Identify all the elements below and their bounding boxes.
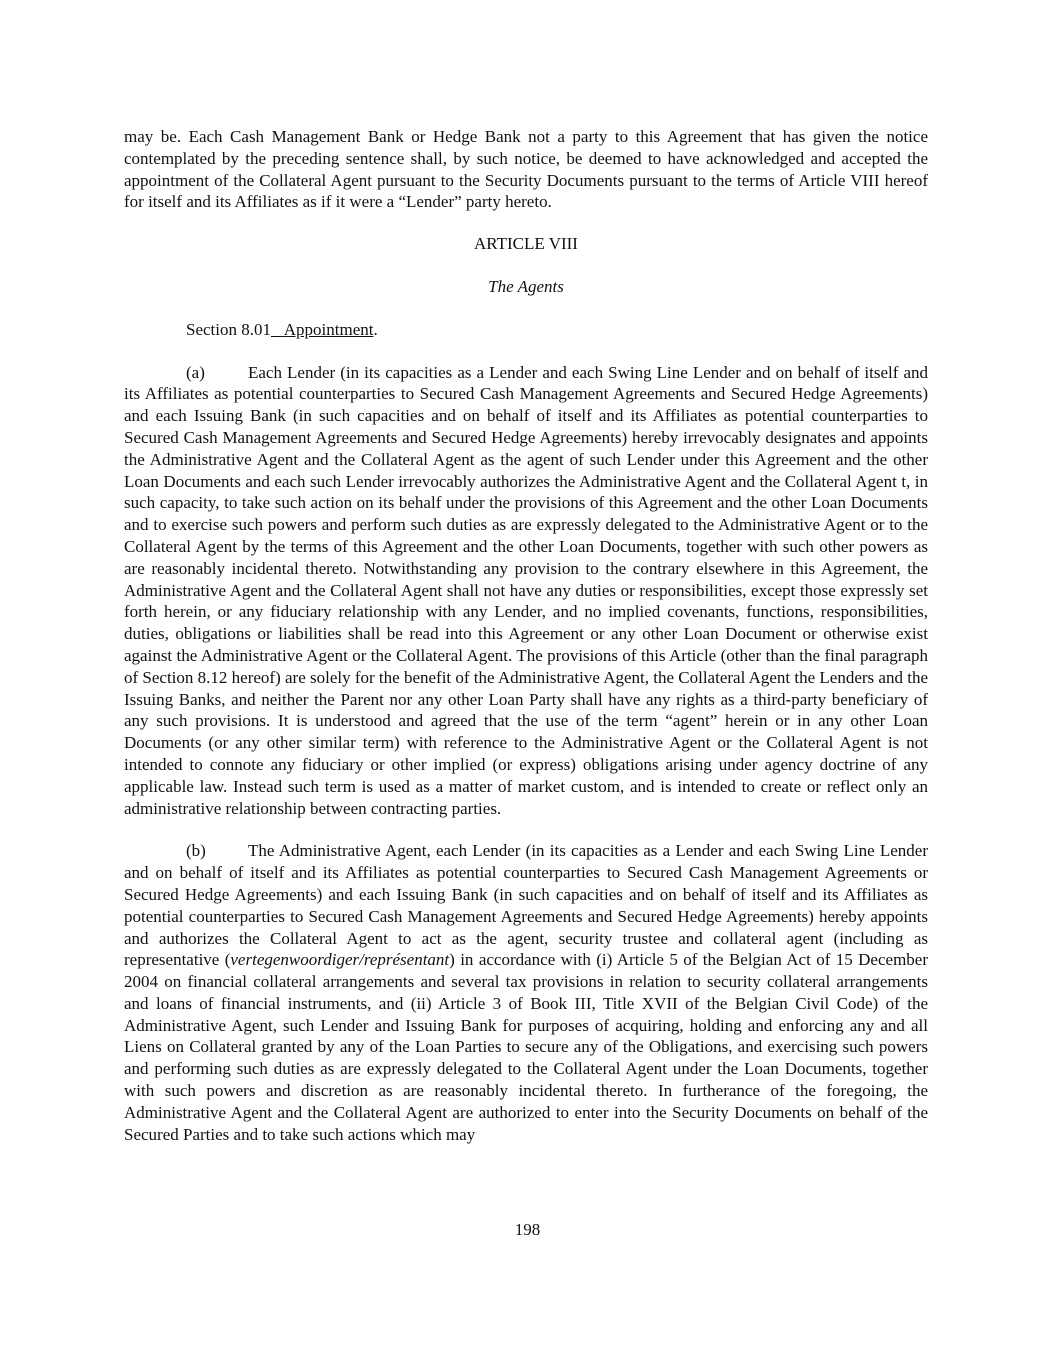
page-number: 198	[514, 1220, 541, 1239]
section-title: Appointment	[283, 319, 374, 339]
paragraph-a-label: (a)	[186, 362, 205, 382]
article-heading: ARTICLE VIII	[474, 234, 578, 254]
intro-paragraph: may be. Each Cash Management Bank or Hedge Bank not a party to this Agreement that has given the notice contemplated by the preceding sentence shall, by such notice, be deemed to have acknowledged and accepted the appointment of the Collateral Agent pursuant to the Security Documents pursuant to the terms of Article VIII hereof for itself and its Affiliates as if it were a “Lender” party hereto.	[124, 127, 928, 212]
paragraph-a-text: Each Lender (in its capacities as a Lender and each Swing Line Lender and on behalf of itself and its Affiliates as potential counterparties to Secured Cash Management Agreements and Secured Hedge Agreements) and each Issuing Bank (in such capacities and on behalf of itself and its Affiliates as potential counterparties to Secured Cash Management Agreements and Secured Hedge Agreements) hereby irrevocably designates and appoints the Administrative Agent and the Collateral Agent as the agent of such Lender under this Agreement and the other Loan Documents and each such Lender irrevocably authorizes the Administrative Agent and the Collateral Agent t, in such capacity, to take such action on its behalf under the provisions of this Agreement and the other Loan Documents and to exercise such powers and perform such duties as are expressly delegated to the Administrative Agent or to the Collateral Agent by the terms of this Agreement and the other Loan Documents, together with such other powers as are reasonably incidental thereto. Notwithstanding any provision to the contrary elsewhere in this Agreement, the Administrative Agent and the Collateral Agent shall not have any duties or responsibilities, except those expressly set forth herein, or any fiduciary relationship with any Lender, and no implied covenants, functions, responsibilities, duties, obligations or liabilities shall be read into this Agreement or any other Loan Document or otherwise exist against the Administrative Agent or the Collateral Agent. The provisions of this Article (other than the final paragraph of Section 8.12 hereof) are solely for the benefit of the Administrative Agent, the Collateral Agent the Lenders and the Issuing Banks, and neither the Parent nor any other Loan Party shall have any rights as a third-party beneficiary of any such provisions. It is understood and agreed that the use of the term “agent” herein or in any other Loan Documents (or any other similar term) with reference to the Administrative Agent or the Collateral Agent is not intended to connote any fiduciary or other implied (or express) obligations arising under agency doctrine of any applicable law. Instead such term is used as a matter of market custom, and is intended to create or reflect only an administrative relationship between contracting parties.	[124, 362, 928, 818]
paragraph-b-italic-term: vertegenwoordiger/représentant	[230, 950, 450, 970]
paragraph-a	[124, 362, 928, 820]
article-title: The Agents	[488, 276, 564, 296]
section-title-suffix: .	[373, 319, 378, 339]
paragraph-b	[124, 840, 928, 1145]
document-page	[124, 126, 928, 1145]
paragraph-b-label: (b)	[186, 841, 206, 861]
section-gap	[271, 320, 284, 339]
section-number: Section 8.01	[186, 319, 271, 339]
paragraph-b-text-before: The Administrative Agent, each Lender (in its capacities as a Lender and each Swing Line Lender and on behalf of itself and its Affiliates as potential counterparties to Secured Cash Management Agreements or Secured Hedge Agreements) and each Issuing Bank (in such capacities and on behalf of itself and its Affiliates as potential counterparties to Secured Cash Management Agreements and Secured Hedge Agreements) hereby appoints and authorizes the Collateral Agent to act as the agent, security trustee and collateral agent (including as representative (	[124, 841, 928, 970]
paragraph-b-text-after: ) in accordance with (i) Article 5 of the Belgian Act of 15 December 2004 on financial collateral arrangements and several tax provisions in relation to security collateral arrangements and loans of financial instruments, and (ii) Article 3 of Book III, Title XVII of the Belgian Civil Code) of the Administrative Agent, such Lender and Issuing Bank for purposes of acquiring, holding and enforcing any and all Liens on Collateral granted by any of the Loan Parties to secure any of the Obligations, and exercising such powers and performing such duties as are expressly delegated to the Collateral Agent under the Loan Documents, together with such powers and discretion as are reasonably incidental thereto. In furtherance of the foregoing, the Administrative Agent and the Collateral Agent are authorized to enter into the Security Documents on behalf of the Secured Parties and to take such actions which may	[124, 950, 928, 1144]
section-heading	[124, 319, 928, 341]
